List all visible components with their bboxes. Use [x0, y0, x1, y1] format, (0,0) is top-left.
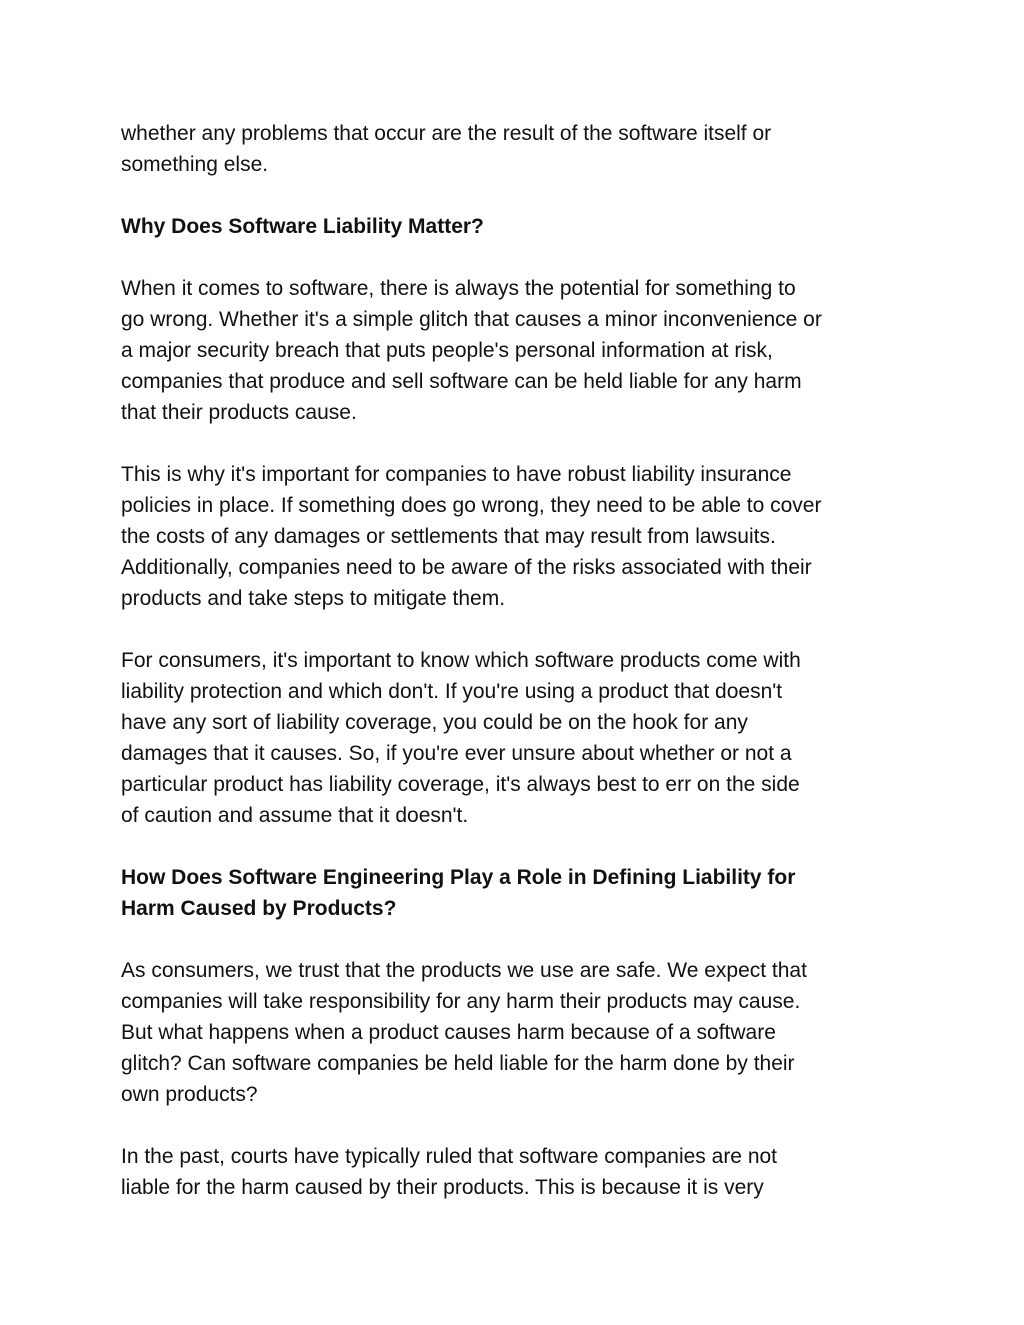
- text-line: liability protection and which don't. If you're using a product that doesn't: [121, 680, 783, 703]
- text-line: that their products cause.: [121, 401, 357, 424]
- heading-line: Why Does Software Liability Matter?: [121, 215, 484, 238]
- section-heading-why-liability-matters: [121, 211, 921, 242]
- document-body: [121, 118, 921, 1234]
- text-line: the costs of any damages or settlements that may result from lawsuits.: [121, 525, 776, 548]
- paragraph-court-rulings: [121, 1141, 921, 1203]
- text-line: products and take steps to mitigate them.: [121, 587, 506, 610]
- text-line: companies that produce and sell software can be held liable for any harm: [121, 370, 802, 393]
- text-line: go wrong. Whether it's a simple glitch that causes a minor inconvenience or: [121, 308, 822, 331]
- text-line: policies in place. If something does go wrong, they need to be able to cover: [121, 494, 822, 517]
- text-line: particular product has liability coverage, it's always best to err on the side: [121, 773, 800, 796]
- text-line: This is why it's important for companies to have robust liability insurance: [121, 463, 792, 486]
- text-line: glitch? Can software companies be held liable for the harm done by their: [121, 1052, 795, 1075]
- text-line: of caution and assume that it doesn't.: [121, 804, 469, 827]
- text-line: In the past, courts have typically ruled that software companies are not: [121, 1145, 778, 1168]
- text-line: Additionally, companies need to be aware of the risks associated with their: [121, 556, 812, 579]
- paragraph-liability-insurance: [121, 459, 921, 614]
- text-line: a major security breach that puts people's personal information at risk,: [121, 339, 773, 362]
- intro-paragraph: [121, 118, 921, 180]
- text-line: When it comes to software, there is always the potential for something to: [121, 277, 796, 300]
- text-line: companies will take responsibility for any harm their products may cause.: [121, 990, 801, 1013]
- text-line: own products?: [121, 1083, 258, 1106]
- heading-line: How Does Software Engineering Play a Role in Defining Liability for: [121, 866, 796, 889]
- text-line: liable for the harm caused by their products. This is because it is very: [121, 1176, 764, 1199]
- section-heading-software-engineering-role: [121, 862, 921, 924]
- text-line: damages that it causes. So, if you're ever unsure about whether or not a: [121, 742, 792, 765]
- paragraph-potential-harm: [121, 273, 921, 428]
- text-line: As consumers, we trust that the products we use are safe. We expect that: [121, 959, 807, 982]
- text-line: But what happens when a product causes harm because of a software: [121, 1021, 776, 1044]
- paragraph-consumers: [121, 645, 921, 831]
- heading-line: Harm Caused by Products?: [121, 897, 397, 920]
- text-line: whether any problems that occur are the result of the software itself or: [121, 122, 772, 145]
- text-line: something else.: [121, 153, 269, 176]
- text-line: have any sort of liability coverage, you could be on the hook for any: [121, 711, 748, 734]
- paragraph-consumer-trust: [121, 955, 921, 1110]
- text-line: For consumers, it's important to know which software products come with: [121, 649, 801, 672]
